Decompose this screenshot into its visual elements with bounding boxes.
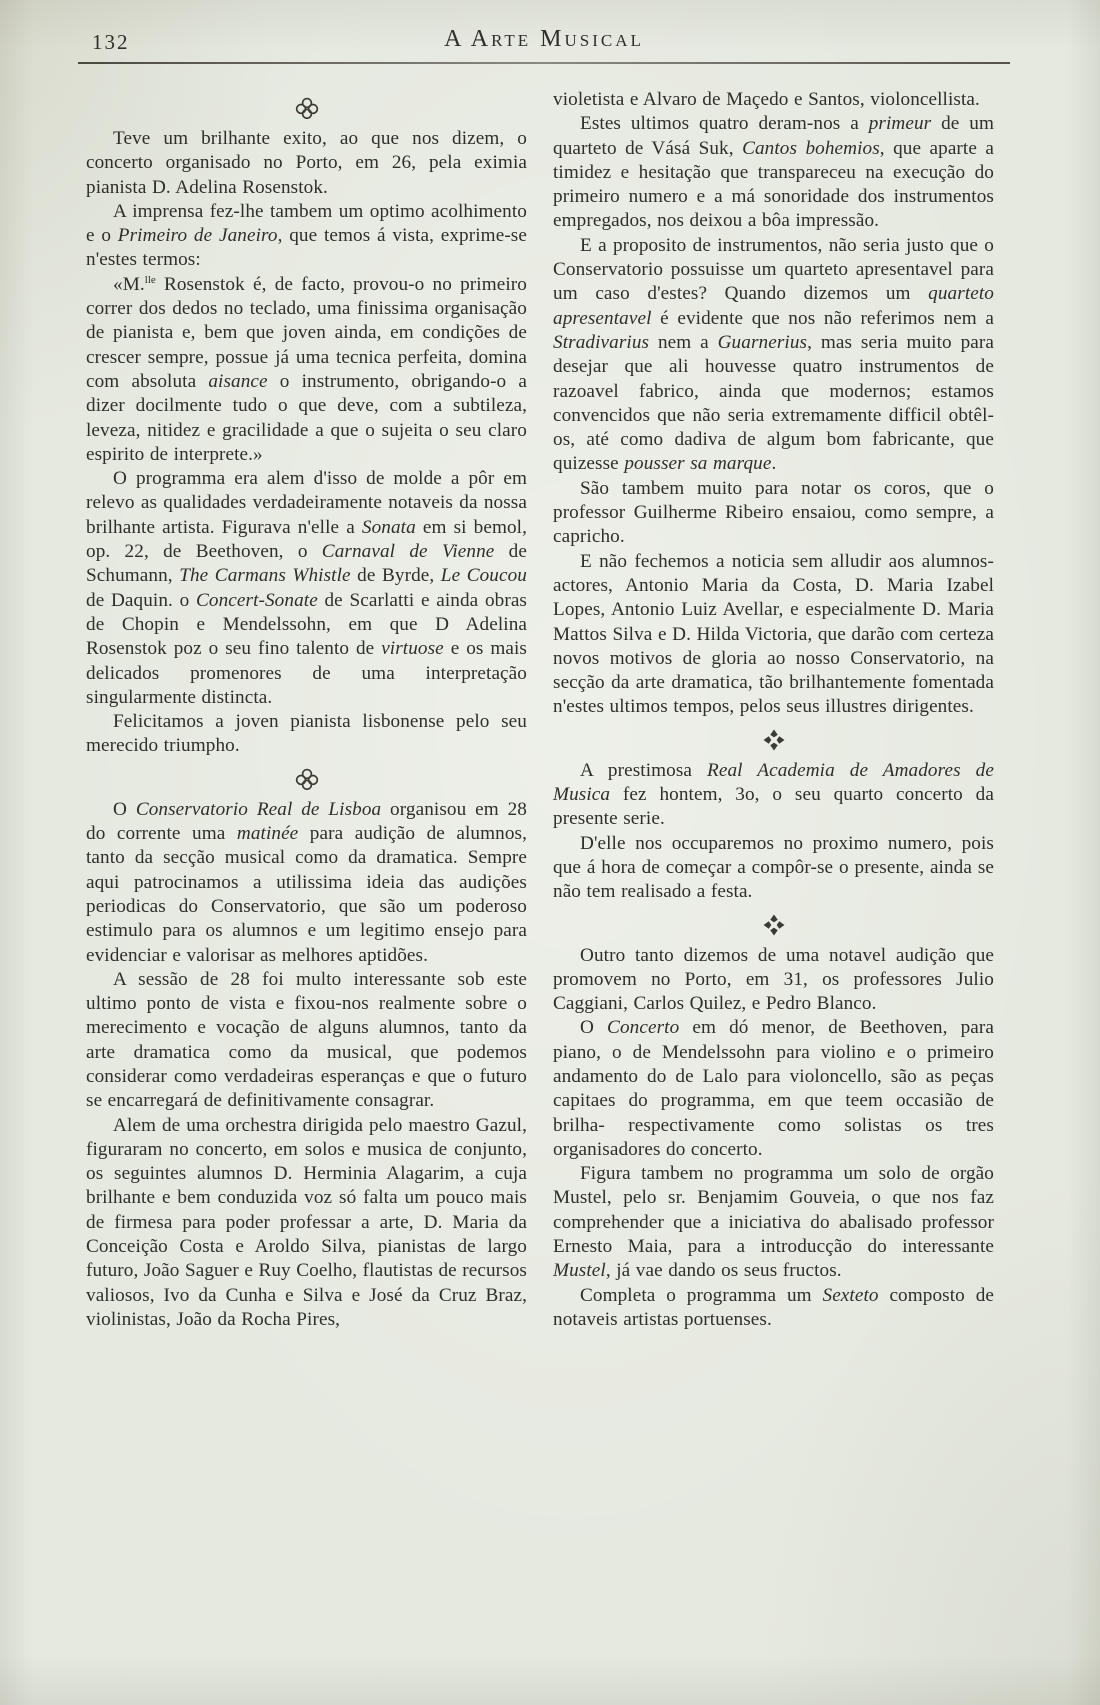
paragraph [86, 968, 527, 1114]
italic-text: Cantos bohemios [742, 137, 880, 159]
text-run: Rosenstok é, de facto, provou-o no primeiro correr dos dedos no teclado, uma finissima organisação de pianista e, bem que joven ainda, em condições de crescer sempre, possue já uma tecnica perfeita, domina com absoluta [86, 273, 527, 392]
text-run: Alem de uma orchestra dirigida pelo maestro Gazul, figuraram no concerto, em solos e musica de conjunto, os seguintes alumnos D. Herminia Alagarim, a cuja brilhante e bem conduzida voz só falta um pouco mais de firmesa para poder professar a arte, D. Maria da Conceição Costa e Aroldo Silva, pianistas de largo futuro, João Saguer e Ruy Coelho, flautistas de recursos valiosos, Ivo da Cunha e Silva e José da Cruz Braz, violinistas, João da Rocha Pires, [86, 1114, 527, 1330]
text-run: é evidente que nos não referimos nem a [651, 307, 994, 329]
italic-text: matinée [236, 823, 299, 845]
text-run: violetista e Alvaro de Maçedo e Santos, violoncellista. [553, 89, 980, 110]
left-column [86, 88, 527, 1332]
paragraph [553, 759, 994, 832]
text-run: Teve um brilhante exito, ao que nos dizem, o concerto organisado no Porto, em 26, pela eximia pianista D. Adelina Rosenstok. [86, 128, 527, 198]
paragraph [553, 88, 994, 112]
paragraph [553, 832, 994, 905]
text-run: , mas seria muito para desejar que ali houvesse quatro instrumentos de razoavel fabrico, ainda que modernos; estamos convencidos que não seria extremamente difficil obtêl-os, até como dadiva de algum bom fabricante, que quizesse [553, 331, 994, 475]
diamond-ornament [553, 720, 994, 759]
paragraph [553, 550, 994, 720]
text-run: , já vae dando os seus fructos. [605, 1260, 842, 1282]
text-run: . [771, 453, 777, 475]
italic-text: Sonata [361, 516, 416, 538]
text-run: A sessão de 28 foi multo interessante sob este ultimo ponto de vista e fixou-nos realmente sobre o merecimento e vocação de alguns alumnos, tanto da arte dramatica como da musical, que podemos considerar como verdadeiras esperanças e que o futuro se encarregará de definitivamente consagrar. [86, 968, 527, 1112]
italic-text: Real Academia de Amadores de Musica [553, 759, 994, 806]
header-rule [78, 62, 1010, 64]
italic-text: Stradivarius [553, 331, 650, 353]
right-column [553, 88, 994, 1332]
italic-text: Conservatorio Real de Lisboa [135, 798, 382, 820]
text-run: composto de notaveis artistas portuenses. [553, 1284, 994, 1330]
text-run: de Daquin. o [86, 589, 196, 611]
article-body [86, 88, 994, 1332]
paragraph [86, 710, 527, 759]
page-number: 132 [92, 30, 130, 54]
text-run: em si bemol, op. 22, de Beethoven, o [86, 516, 527, 563]
italic-text: Le Coucou [440, 565, 527, 587]
diamond-ornament [553, 905, 994, 944]
italic-text: virtuose [381, 638, 444, 660]
text-run: de Schumann, [86, 541, 527, 587]
text-run: nem a [649, 331, 718, 353]
text-run: de um quarteto de Vásá Suk, [553, 113, 994, 159]
italic-text: Primeiro de Janeiro [117, 225, 278, 247]
italic-text: pousser sa marque [624, 453, 772, 475]
text-run: E a proposito de instrumentos, não seria justo que o Conservatorio possuisse um quarteto apresentavel para um caso d'estes? Quando dizemos um [553, 234, 994, 305]
text-run: de Scarlatti e ainda obras de Chopin e Mendelssohn, em que D Adelina Rosenstok poz o seu fino talento de [86, 589, 527, 660]
text-run: em dó menor, de Beethoven, para piano, o de Mendelssohn para violino e o primeiro andamento do de Lalo para violoncello, são as peças capitaes do programma, em que teem occasião de brilha- respectivamente como solistas os tres organisadores do concerto. [553, 1017, 994, 1160]
text-run: O programma era alem d'isso de molde a pôr em relevo as qualidades verdadeiramente notaveis da nossa brilhante artista. Figurava n'elle a [86, 468, 527, 538]
text-run: para audição de alumnos, tanto da secção musical como da dramatica. Sempre aqui patrocinamos a utilissima ideia das audições periodicas do Conservatorio, que são um poderoso estimulo para os alumnos e um legitimo ensejo para evidenciar e valorisar as melhores aptidões. [86, 823, 527, 966]
text-run: Estes ultimos quatro deram-nos a [580, 113, 869, 135]
text-run: e os mais delicados promenores de uma interpretação singularmente distincta. [86, 638, 527, 708]
text-run: fez hontem, 3o, o seu quarto concerto da presente serie. [553, 784, 994, 830]
paragraph [86, 1114, 527, 1333]
italic-text: Sexteto [822, 1284, 879, 1306]
superscript-text: lle [144, 273, 156, 286]
text-run: o instrumento, obrigando-o a dizer docilmente tudo o que deve, com a subtileza, leveza, nitidez e gracilidade a que o sujeita o seu claro espirito de interprete.» [86, 370, 527, 465]
paragraph [553, 112, 994, 233]
italic-text: Mustel [553, 1260, 606, 1282]
text-run: , que temos á vista, exprime-se n'estes termos: [86, 225, 527, 271]
paragraph [553, 1284, 994, 1333]
journal-title: A Arte Musical [444, 26, 644, 52]
paragraph [553, 944, 994, 1017]
text-run: São tambem muito para notar os coros, que o professor Guilherme Ribeiro ensaiou, como sempre, a capricho. [553, 477, 994, 548]
text-run: Completa o programma um [580, 1284, 823, 1306]
text-run: O [113, 798, 136, 820]
paragraph [86, 127, 527, 200]
text-run: E não fechemos a noticia sem alludir aos alumnos-actores, Antonio Maria da Costa, D. Maria Izabel Lopes, Antonio Luiz Avellar, e especialmente D. Maria Mattos Silva e D. Hilda Victoria, que darão com certeza novos motivos de gloria ao nosso Conservatorio, na secção da arte dramatica, tão brilhantemente fomentada n'estes ultimos tempos, pelos seus illustres dirigentes. [553, 550, 994, 718]
paragraph [86, 273, 527, 467]
paragraph [553, 1016, 994, 1162]
text-run: organisou em 28 do corrente uma [86, 798, 527, 845]
text-run: A prestimosa [580, 759, 708, 781]
italic-text: Guarnerius [717, 331, 808, 353]
quatrefoil-ornament [86, 759, 527, 798]
text-run: Figura tambem no programma um solo de orgão Mustel, pelo sr. Benjamim Gouveia, o que nos faz comprehender que a iniciativa do abalisado professor Ernesto Maia, para a introducção do interessante [553, 1163, 994, 1258]
text-run: «M. [113, 273, 145, 295]
italic-text: Concert-Sonate [195, 589, 318, 611]
text-run: D'elle nos occuparemos no proximo numero, pois que á hora de começar a compôr-se o presente, ainda se não tem realisado a festa. [553, 832, 994, 903]
page-header [78, 22, 1010, 60]
quatrefoil-ornament [86, 88, 527, 127]
text-run: Outro tanto dizemos de uma notavel audição que promovem no Porto, em 31, os professores Julio Caggiani, Carlos Quilez, e Pedro Blanco. [553, 944, 994, 1015]
italic-text: primeur [868, 113, 932, 135]
text-run: de Byrde, [350, 565, 441, 587]
paragraph [553, 1162, 994, 1283]
italic-text: aisance [208, 370, 268, 392]
text-run: O [580, 1017, 608, 1039]
paragraph [553, 234, 994, 477]
paragraph [553, 477, 994, 550]
paragraph [86, 798, 527, 968]
italic-text: quarteto apresentavel [553, 283, 994, 329]
italic-text: The Carmans Whistle [179, 565, 351, 587]
italic-text: Concerto [607, 1017, 680, 1039]
text-run: , que aparte a timidez e hesitação que transpareceu na execução do primeiro numero e a má sonoridade dos instrumentos empregados, nos deixou a bôa impressão. [553, 137, 994, 232]
text-run: Felicitamos a joven pianista lisbonense pelo seu merecido triumpho. [86, 711, 527, 757]
text-run: A imprensa fez-lhe tambem um optimo acolhimento e o [86, 200, 527, 247]
paragraph [86, 200, 527, 273]
italic-text: Carnaval de Vienne [321, 541, 495, 563]
paragraph [86, 467, 527, 710]
